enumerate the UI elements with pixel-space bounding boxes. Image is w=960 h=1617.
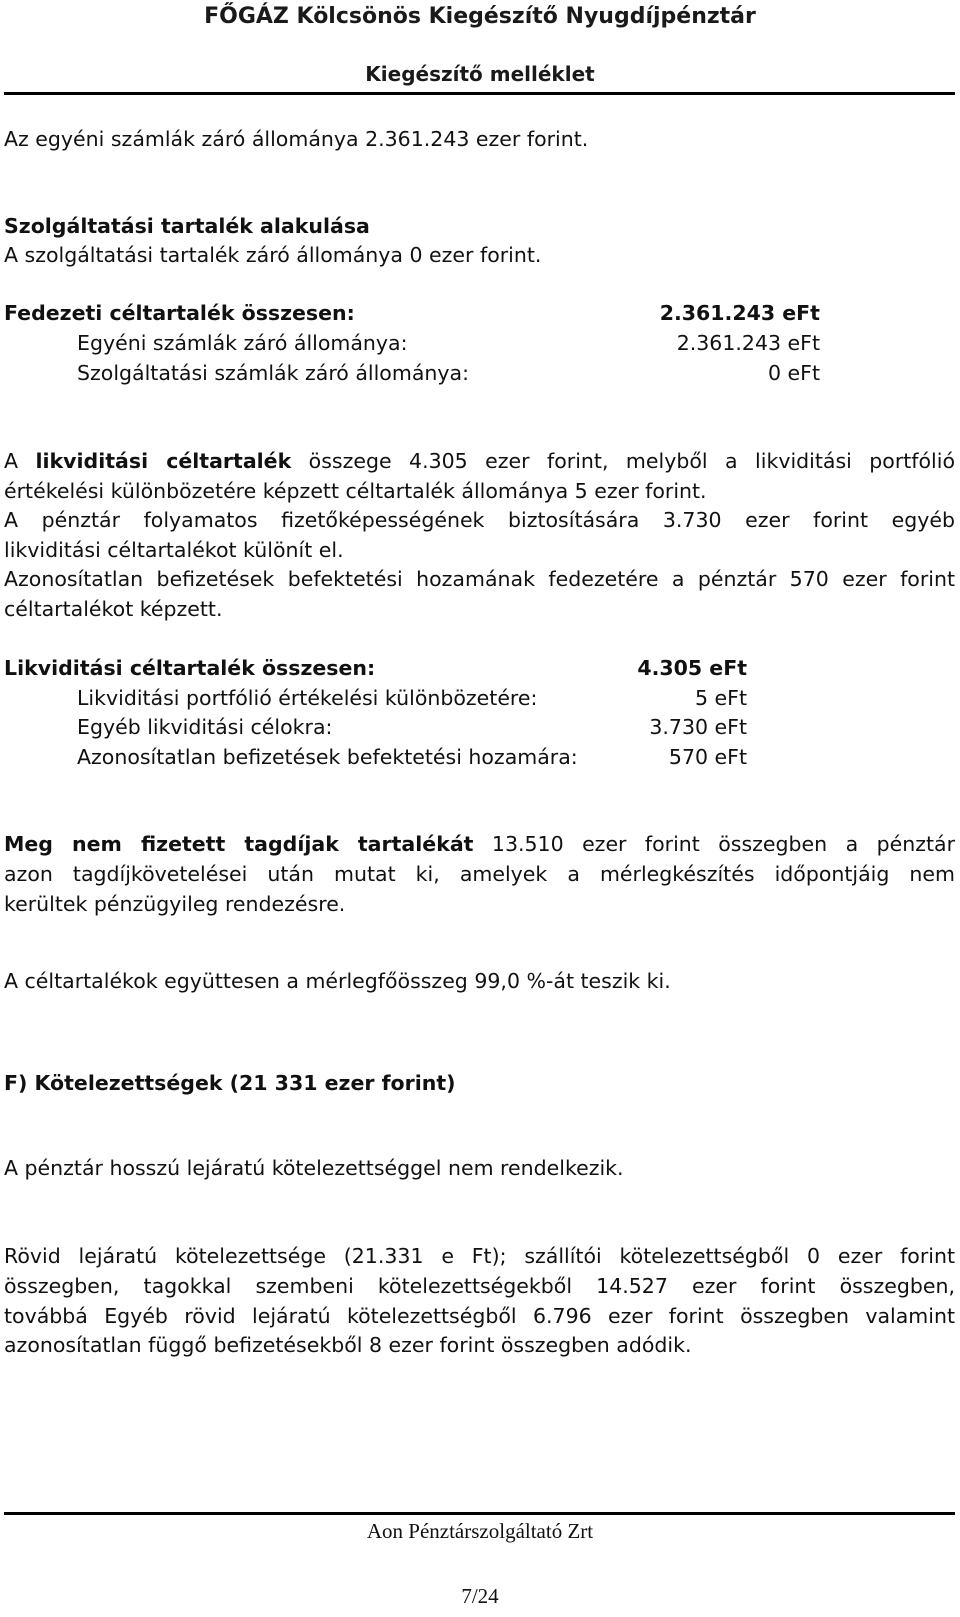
coverage-row-label: Egyéni számlák záró állománya:: [77, 331, 408, 355]
unpaid-fees-paragraph: Meg nem fizetett tagdíjak tartalékát 13.510 ezer forint összegben a pénztár azon tagdíjkövetelései után mutat ki, amelyek a mérlegkészítés időpontjáig nem kerültek pénzügyileg rendezésre.: [4, 832, 956, 916]
liquidity-row-label: Egyéb likviditási célokra:: [77, 715, 333, 739]
document-subtitle: Kiegészítő melléklet: [365, 62, 595, 86]
liquidity-paragraph-3: [4, 565, 955, 625]
liquidity-paragraph-2: [4, 506, 955, 566]
liquidity-row-label: Likviditási portfólió értékelési különbözetére:: [77, 686, 538, 710]
header-rule: [4, 92, 955, 95]
footer-rule: [4, 1512, 955, 1515]
liquidity-row-label: Azonosítatlan befizetések befektetési hozamára:: [77, 745, 578, 769]
liquidity-total-value: 4.305 eFt: [637, 656, 747, 680]
service-reserve-text: A szolgáltatási tartalék záró állománya 0 ezer forint.: [4, 243, 542, 267]
document-title: FŐGÁZ Kölcsönös Kiegészítő Nyugdíjpénztár: [204, 4, 756, 29]
liquidity-paragraph-2-line-1: A pénztár folyamatos fizetőképességének biztosítására 3.730 ezer forint egyéb: [4, 508, 955, 532]
liquidity-total-label: Likviditási céltartalék összesen:: [4, 656, 376, 680]
liquidity-paragraph-3-line-1: Azonosítatlan befizetések befektetési hozamának fedezetére a pénztár 570 ezer forint: [4, 567, 955, 591]
coverage-row-value: 2.361.243 eFt: [676, 331, 820, 355]
unpaid-fees-term: Meg nem fizetett tagdíjak tartalékát: [4, 832, 474, 856]
coverage-total-label: Fedezeti céltartalék összesen:: [4, 301, 355, 325]
liquidity-row-value: 3.730 eFt: [649, 715, 747, 739]
coverage-total-value: 2.361.243 eFt: [659, 301, 820, 325]
liquidity-paragraph-1-line-1: A likviditási céltartalék összege 4.305 ezer forint, melyből a likviditási portfólió: [4, 449, 955, 473]
short-term-liabilities-paragraph: Rövid lejáratú kötelezettsége (21.331 e Ft); szállítói kötelezettségből 0 ezer forint összegben, tagokkal szembeni kötelezettségekből 14.527 ezer forint összegben, továbbá Egyéb rövid lejáratú kötelezettségből 6.796 ezer forint összegben valamint azonosítatlan függő befizetésekből 8 ezer forint összegben adódik.: [4, 1244, 955, 1358]
reserves-ratio-text: A céltartalékok együttesen a mérlegfőösszeg 99,0 %-át teszik ki.: [4, 969, 671, 993]
footer-company: Aon Pénztárszolgáltató Zrt: [366, 1519, 594, 1543]
liquidity-paragraph-1: [4, 447, 955, 507]
liquidity-paragraph-2-line-2: likviditási céltartalékot különít el.: [4, 537, 344, 562]
coverage-row-label: Szolgáltatási számlák záró állománya:: [77, 361, 469, 385]
coverage-row-value: 0 eFt: [767, 361, 820, 385]
liquidity-paragraph-3-line-2: céltartalékot képzett.: [4, 596, 223, 621]
liquidity-paragraph-1-line-2: értékelési különbözetére képzett céltartalék állománya 5 ezer forint.: [4, 478, 707, 503]
page-number: 7/24: [461, 1584, 499, 1608]
liabilities-heading: F) Kötelezettségek (21 331 ezer forint): [4, 1071, 456, 1095]
liquidity-row-value: 570 eFt: [668, 745, 747, 769]
service-reserve-heading: Szolgáltatási tartalék alakulása: [4, 214, 370, 238]
liquidity-reserve-term: likviditási céltartalék: [35, 449, 292, 473]
liquidity-row-value: 5 eFt: [694, 686, 747, 710]
long-term-liabilities-text: A pénztár hosszú lejáratú kötelezettséggel nem rendelkezik.: [4, 1156, 624, 1180]
intro-text: Az egyéni számlák záró állománya 2.361.243 ezer forint.: [4, 127, 589, 151]
